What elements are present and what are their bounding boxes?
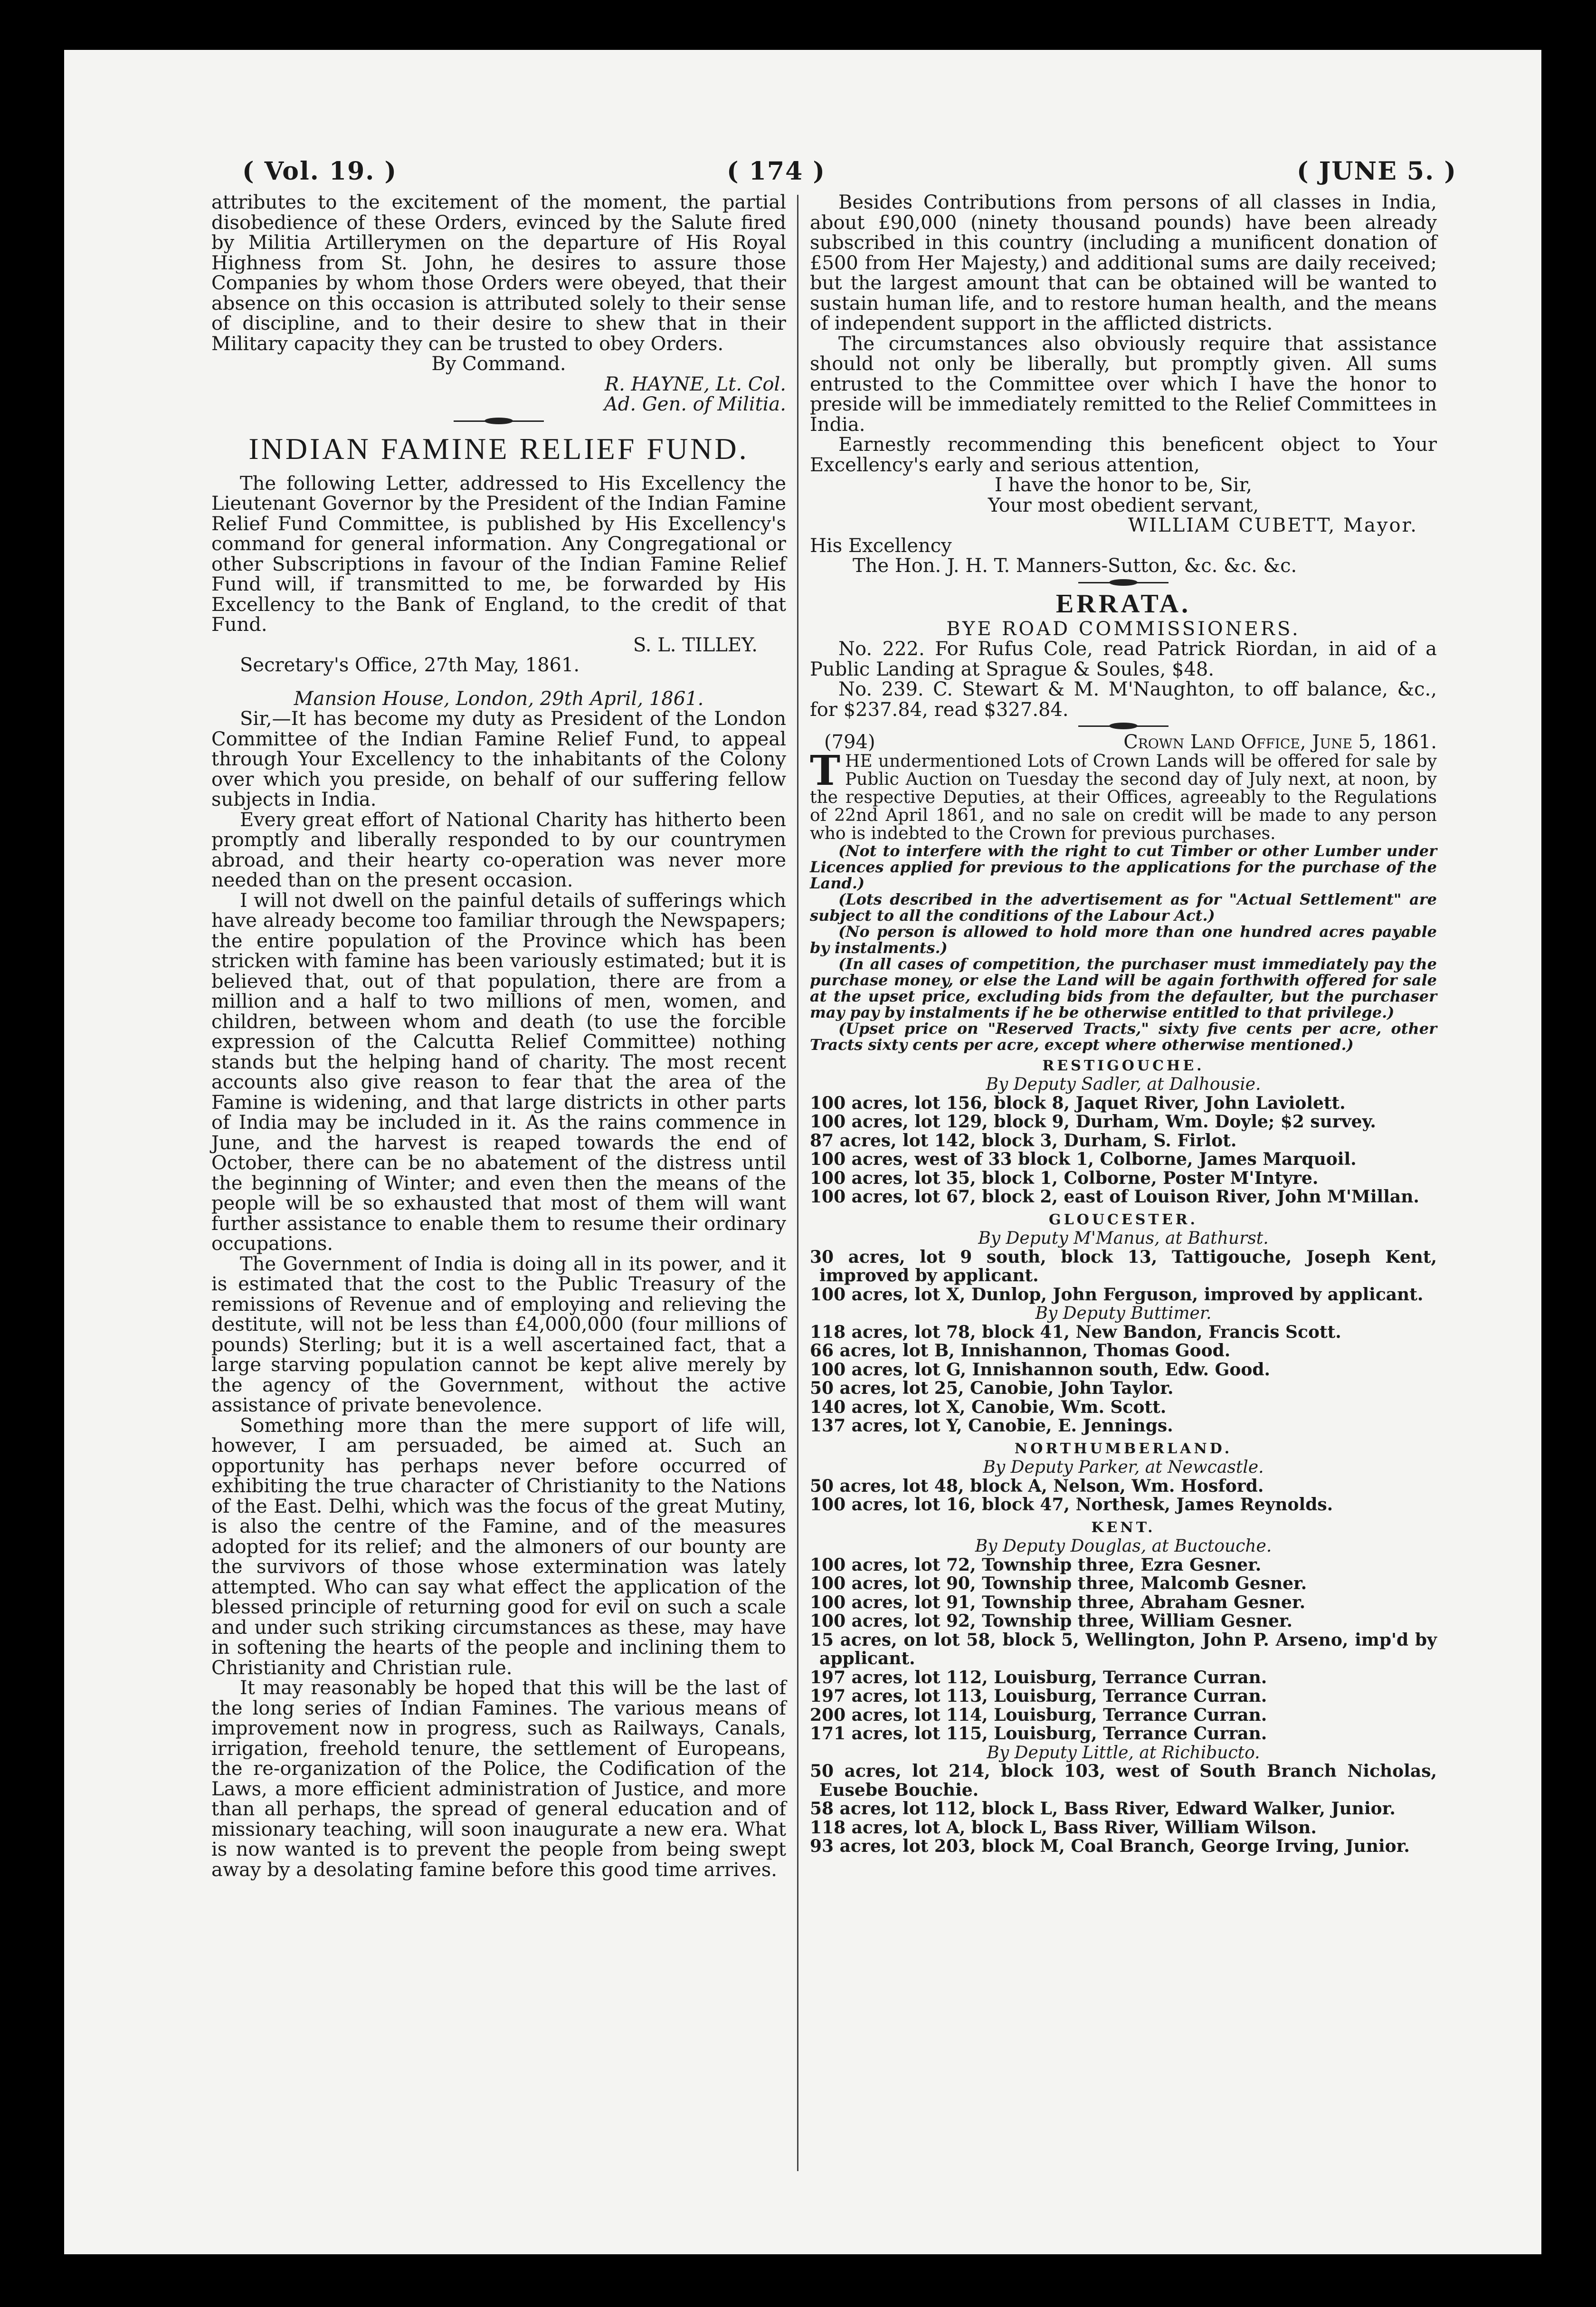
lot-listings xyxy=(810,1057,1437,1856)
signer-title: Ad. Gen. of Militia. xyxy=(604,393,786,415)
crown-land-notice xyxy=(810,746,1437,843)
errata-heading: ERRATA. xyxy=(1055,589,1191,619)
addressee-line: The Hon. J. H. T. Manners-Sutton, &c. &c. &c. xyxy=(853,555,1297,577)
letter-paragraph: Sir,—It has become my duty as President of the London Committee of the Indian Famine Relief Fund, to appeal through Your Excellency to the inhabitants of the Colony over which you preside, on behalf of our suffering fellow subjects in India. xyxy=(211,708,786,810)
famine-intro: The following Letter, addressed to His Excellency the Lieutenant Governor by the President of the Indian Famine Relief Fund Committee, is published by His Excellency's command for general information. Any Congregational or other Subscriptions in favour of the Indian Famine Relief Fund will, if transmitted to me, be forwarded by His Excellency to the Bank of England, to the credit of that Fund. xyxy=(211,472,786,636)
letter-paragraph: Every great effort of National Charity has hitherto been promptly and liberally responded to by our countrymen abroad, and their hearty co-operation was never more needed than on the present occasion. xyxy=(211,809,786,891)
lot-entry: 197 acres, lot 113, Louisburg, Terrance Curran. xyxy=(810,1686,1267,1706)
volume-label: ( Vol. 19. ) xyxy=(242,157,398,186)
ornament-divider xyxy=(810,720,1437,732)
lot-entry: 87 acres, lot 142, block 3, Durham, S. Firlot. xyxy=(810,1130,1237,1151)
lot-entry: 100 acres, lot G, Innishannon south, Edw. Good. xyxy=(810,1359,1271,1380)
lot-entry: 100 acres, lot 35, block 1, Colborne, Poster M'Intyre. xyxy=(810,1168,1319,1188)
right-column xyxy=(810,192,1437,1856)
issue-date: ( JUNE 5. ) xyxy=(1297,157,1457,186)
lot-entry: 30 acres, lot 9 south, block 13, Tattigouche, Joseph Kent, improved by applicant. xyxy=(810,1247,1437,1286)
condition-note: (No person is allowed to hold more than one hundred acres payable by instalments.) xyxy=(810,922,1437,957)
page-number: ( 174 ) xyxy=(727,157,826,186)
deputy-line: By Deputy M'Manus, at Bathurst. xyxy=(978,1229,1269,1248)
errata-item: No. 222. For Rufus Cole, read Patrick Riordan, in aid of a Public Landing at Sprague & Soules, $48. xyxy=(810,638,1437,680)
lot-entry: 15 acres, on lot 58, block 5, Wellington, John P. Arseno, imp'd by applicant. xyxy=(810,1630,1437,1668)
column-divider xyxy=(797,195,798,2171)
errata-item: No. 239. C. Stewart & M. M'Naughton, to off balance, &c., for $237.84, read $327.84. xyxy=(810,678,1437,721)
condition-note: (In all cases of competition, the purchaser must immediately pay the purchase money, or else the Land will be again forthwith offered for sale at the upset price, excluding bids from the defaulter, but the purchaser may pay by instalments if he be otherwise entitled to that privilege.) xyxy=(810,954,1437,1021)
deputy-line: By Deputy Douglas, at Buctouche. xyxy=(975,1536,1272,1556)
lot-entry: 171 acres, lot 115, Louisburg, Terrance Curran. xyxy=(810,1724,1267,1744)
lot-entry: 58 acres, lot 112, block L, Bass River, Edward Walker, Junior. xyxy=(810,1799,1396,1819)
letter-paragraph: The Government of India is doing all in its power, and it is estimated that the cost to the Public Treasury of the remissions of Revenue and of employing and relieving the destitute, will not be less than £4,000,000 (four millions of pounds) Sterling; but it is a well ascertained fact, that a large starving population cannot be kept alive merely by the agency of the Government, without the active assistance of private benevolence. xyxy=(211,1253,786,1416)
deputy-line: By Deputy Little, at Richibucto. xyxy=(987,1743,1260,1763)
lot-entry: 66 acres, lot B, Innishannon, Thomas Good. xyxy=(810,1341,1231,1361)
addressee-line: His Excellency xyxy=(810,534,952,557)
secretary-line: Secretary's Office, 27th May, 1861. xyxy=(240,654,580,676)
newspaper-page xyxy=(64,50,1541,2254)
left-column xyxy=(211,192,786,1880)
condition-note: (Lots described in the advertisement as for "Actual Settlement" are subject to all the conditions of the Labour Act.) xyxy=(810,890,1437,925)
district-heading: NORTHUMBERLAND. xyxy=(1014,1440,1233,1457)
district-heading: KENT. xyxy=(1091,1519,1156,1536)
letter-dateline: Mansion House, London, 29th April, 1861. xyxy=(294,687,704,710)
lot-entry: 118 acres, lot 78, block 41, New Bandon, Francis Scott. xyxy=(810,1322,1341,1342)
lot-entry: 50 acres, lot 214, block 103, west of South Branch Nicholas, Eusebe Bouchie. xyxy=(810,1761,1437,1800)
letter-paragraph: Besides Contributions from persons of all classes in India, about £90,000 (ninety thousand pounds) have been already subscribed in this country (including a munificent donation of £500 from Her Majesty,) and additional sums are daily received; but the largest amount that can be obtained will be wanted to sustain human life, and to restore human health, and the means of independent support in the afflicted districts. xyxy=(810,191,1437,334)
letter-paragraph: Something more than the mere support of life will, however, I am persuaded, be aimed at. Such an opportunity has perhaps never before occurred of exhibiting the true character of Christianity to the Nations of the East. Delhi, which was the focus of the great Mutiny, is also the centre of the Famine, and of the measures adopted for its relief; and the almoners of our bounty are the survivors of those whose extermination was lately attempted. Who can say what effect the application of the blessed principle of returning good for evil on such a scale and under such striking circumstances as these, may have in softening the hearts of the people and inclining them to Christianity and Christian rule. xyxy=(211,1414,786,1679)
deputy-line: By Deputy Buttimer. xyxy=(1035,1304,1212,1323)
lot-entry: 100 acres, lot 90, Township three, Malcomb Gesner. xyxy=(810,1573,1307,1593)
notice-number: (794) xyxy=(824,731,875,753)
condition-note: (Not to interfere with the right to cut Timber or other Lumber under Licences applied for previous to the applications for the purchase of the Land.) xyxy=(810,841,1437,892)
condition-note: (Upset price on "Reserved Tracts," sixty five cents per acre, other Tracts sixty cents per acre, except where otherwise mentioned.) xyxy=(810,1019,1437,1054)
lot-entry: 100 acres, lot X, Dunlop, John Ferguson, improved by applicant. xyxy=(810,1284,1424,1305)
notice-conditions xyxy=(810,843,1437,1053)
letter-paragraph: Earnestly recommending this beneficent object to Your Excellency's early and serious attention, xyxy=(810,434,1437,476)
famine-fund-heading: INDIAN FAMINE RELIEF FUND. xyxy=(248,431,749,466)
mayor-signature: WILLIAM CUBETT, Mayor. xyxy=(1128,515,1418,536)
lot-entry: 50 acres, lot 48, block A, Nelson, Wm. Hosford. xyxy=(810,1476,1264,1496)
lot-entry: 100 acres, lot 16, block 47, Northesk, James Reynolds. xyxy=(810,1495,1333,1515)
lot-entry: 100 acres, lot 156, block 8, Jaquet River, John Laviolett. xyxy=(810,1093,1346,1113)
letter-paragraph: It may reasonably be hoped that this will be the last of the long series of Indian Famines. The various means of improvement now in progress, such as Railways, Canals, irrigation, freehold tenure, the settlement of Europeans, the re-organization of the Police, the Codification of the Laws, a more efficient administration of Justice, and more than all perhaps, the spread of general education and of missionary teaching, will soon inaugurate a new era. What is now wanted is to prevent the people from being swept away by a desolating famine before this good time arrives. xyxy=(211,1677,786,1881)
lot-entry: 118 acres, lot A, block L, Bass River, William Wilson. xyxy=(810,1817,1317,1838)
lot-entry: 100 acres, lot 72, Township three, Ezra Gesner. xyxy=(810,1554,1262,1575)
notice-text: HE undermentioned Lots of Crown Lands will be offered for sale by Public Auction on Tuesday the second day of July next, at noon, by the respective Deputies, at their Offices, agreeably to the Regulations of 22nd April 1861, and no sale on credit will be made to any person who is indebted to the Crown for previous purchases. xyxy=(810,751,1437,843)
intro-signer: S. L. TILLEY. xyxy=(633,634,758,656)
lot-entry: 50 acres, lot 25, Canobie, John Taylor. xyxy=(810,1378,1174,1398)
notice-header xyxy=(810,732,1437,753)
deputy-line: By Deputy Sadler, at Dalhousie. xyxy=(986,1075,1261,1094)
district-heading: RESTIGOUCHE. xyxy=(1042,1057,1205,1074)
militia-paragraph: attributes to the excitement of the moment, the partial disobedience of these Orders, evinced by the Salute fired by Militia Artillerymen on the departure of His Royal Highness from St. John, he desires to assure those Companies by whom those Orders were obeyed, that their absence on this occasion is attributed solely to their sense of discipline, and to their desire to shew that in their Military capacity they can be trusted to obey Orders. xyxy=(211,191,786,355)
ornament-divider xyxy=(810,576,1437,589)
signer-name: R. HAYNE, Lt. Col. xyxy=(605,373,786,395)
letter-paragraph: I will not dwell on the painful details of sufferings which have already become too familiar through the Newspapers; the entire population of the Province which has been stricken with famine has been variously estimated; but it is believed that, out of that population, there are from a million and a half to two millions of men, women, and children, between whom and death (to use the forcible expression of the Calcutta Relief Committee) nothing stands but the helping hand of charity. The most recent accounts also give reason to fear that the area of the Famine is widening, and that large districts in other parts of India may be included in it. As the rains commence in June, and the harvest is reaped towards the end of October, there can be no abatement of the distress until the beginning of Winter; and even then the means of the people will be so exhausted that most of them will want further assistance to enable them to resume their ordinary occupations. xyxy=(211,889,786,1255)
lot-entry: 197 acres, lot 112, Louisburg, Terrance Curran. xyxy=(810,1667,1267,1687)
letter-paragraph: The circumstances also obviously require that assistance should not only be liberally, but promptly given. All sums entrusted to the Committee over which I have the honor to preside will be immediately remitted to the Relief Committees in India. xyxy=(810,333,1437,436)
lot-entry: 100 acres, west of 33 block 1, Colborne, James Marquoil. xyxy=(810,1149,1357,1169)
lot-entry: 140 acres, lot X, Canobie, Wm. Scott. xyxy=(810,1397,1167,1417)
errata-subheading: BYE ROAD COMMISSIONERS. xyxy=(946,618,1301,640)
notice-dateline: Crown Land Office, June 5, 1861. xyxy=(1123,731,1437,753)
lot-entry: 100 acres, lot 91, Township three, Abraham Gesner. xyxy=(810,1592,1306,1612)
closing-line: I have the honor to be, Sir, xyxy=(994,474,1253,496)
ornament-divider xyxy=(211,415,786,427)
drop-cap: T xyxy=(810,746,840,795)
lot-entry: 93 acres, lot 203, block M, Coal Branch, George Irving, Junior. xyxy=(810,1836,1410,1856)
lot-entry: 200 acres, lot 114, Louisburg, Terrance Curran. xyxy=(810,1705,1267,1725)
lot-entry: 100 acres, lot 67, block 2, east of Louison River, John M'Millan. xyxy=(810,1187,1419,1207)
lot-entry: 100 acres, lot 129, block 9, Durham, Wm. Doyle; $2 survey. xyxy=(810,1112,1376,1132)
district-heading: GLOUCESTER. xyxy=(1049,1211,1198,1228)
closing-line: Your most obedient servant, xyxy=(988,494,1259,516)
by-command: By Command. xyxy=(431,353,566,375)
lot-entry: 137 acres, lot Y, Canobie, E. Jennings. xyxy=(810,1416,1173,1436)
deputy-line: By Deputy Parker, at Newcastle. xyxy=(983,1458,1264,1477)
lot-entry: 100 acres, lot 92, Township three, William Gesner. xyxy=(810,1611,1293,1631)
